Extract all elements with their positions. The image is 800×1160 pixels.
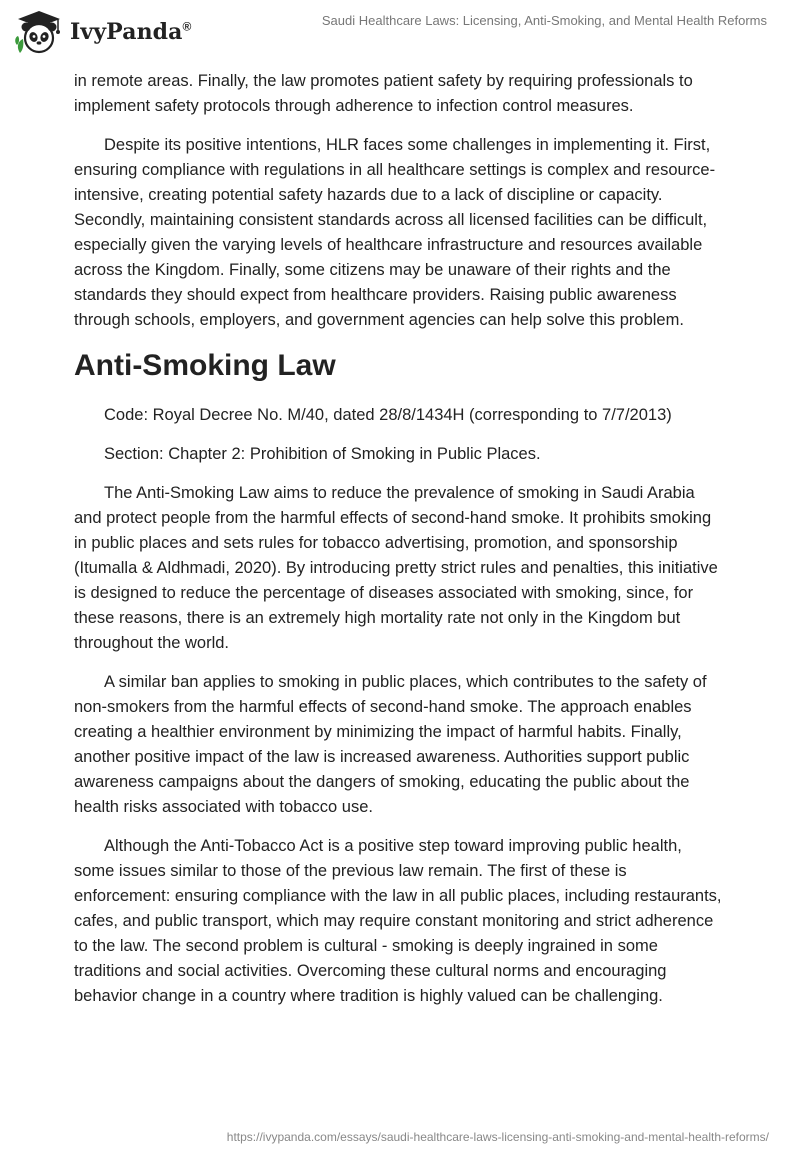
document-title: Saudi Healthcare Laws: Licensing, Anti-Smoking, and Mental Health Reforms — [321, 13, 767, 28]
essay-body — [74, 69, 724, 1023]
paragraph-public-ban: A similar ban applies to smoking in public places, which contributes to the safety of non-smokers from the harmful effects of second-hand smoke. The approach enables creating a healthier environment by minimizing the impact of harmful habits. Finally, another positive impact of the law is increased awareness. Authorities support public awareness campaigns about the dangers of smoking, educating the public about the health risks associated with tobacco use. — [74, 673, 707, 816]
page-header — [0, 0, 800, 66]
law-code-line: Code: Royal Decree No. M/40, dated 28/8/1434H (corresponding to 7/7/2013) — [104, 406, 672, 424]
source-url-link[interactable]: https://ivypanda.com/essays/saudi-healthcare-laws-licensing-anti-smoking-and-mental-health-reforms/ — [226, 1130, 769, 1144]
brand-name: IvyPanda® — [70, 19, 192, 45]
registered-mark: ® — [182, 19, 192, 34]
paragraph-law-issues: Although the Anti-Tobacco Act is a positive step toward improving public health, some issues similar to those of the previous law remain. The first of these is enforcement: ensuring compliance with the law in all public places, including restaurants, cafes, and public transport, which may require constant monitoring and strict adherence to the law. The second problem is cultural - smoking is deeply ingrained in some traditions and social activities. Overcoming these cultural norms and encouraging behavior change in a country where tradition is highly valued can be challenging. — [74, 837, 722, 1005]
law-section-line: Section: Chapter 2: Prohibition of Smoking in Public Places. — [104, 445, 541, 463]
paragraph-law-aims: The Anti-Smoking Law aims to reduce the prevalence of smoking in Saudi Arabia and protect people from the harmful effects of second-hand smoke. It prohibits smoking in public places and sets rules for tobacco advertising, promotion, and sponsorship (Itumalla & Aldhmadi, 2020). By introducing pretty strict rules and penalties, this initiative is designed to reduce the percentage of diseases associated with smoking, since, for these reasons, there is an extremely high mortality rate not only in the Kingdom but throughout the world. — [74, 484, 718, 652]
ivypanda-logo[interactable] — [14, 9, 191, 55]
section-heading-anti-smoking: Anti-Smoking Law — [74, 349, 336, 382]
paragraph-remote-areas: in remote areas. Finally, the law promotes patient safety by requiring professionals to implement safety protocols through adherence to infection control measures. — [74, 72, 693, 115]
paragraph-hlr-challenges: Despite its positive intentions, HLR faces some challenges in implementing it. First, ensuring compliance with regulations in all healthcare settings is complex and resource-intensive, creating potential safety hazards due to a lack of discipline or capacity. Secondly, maintaining consistent standards across all licensed facilities can be difficult, especially given the varying levels of healthcare infrastructure and resources available across the Kingdom. Finally, some citizens may be unaware of their rights and the standards they should expect from healthcare providers. Raising public awareness through schools, employers, and government agencies can help solve this problem. — [74, 136, 716, 329]
panda-graduation-cap-logo-icon — [14, 9, 64, 55]
